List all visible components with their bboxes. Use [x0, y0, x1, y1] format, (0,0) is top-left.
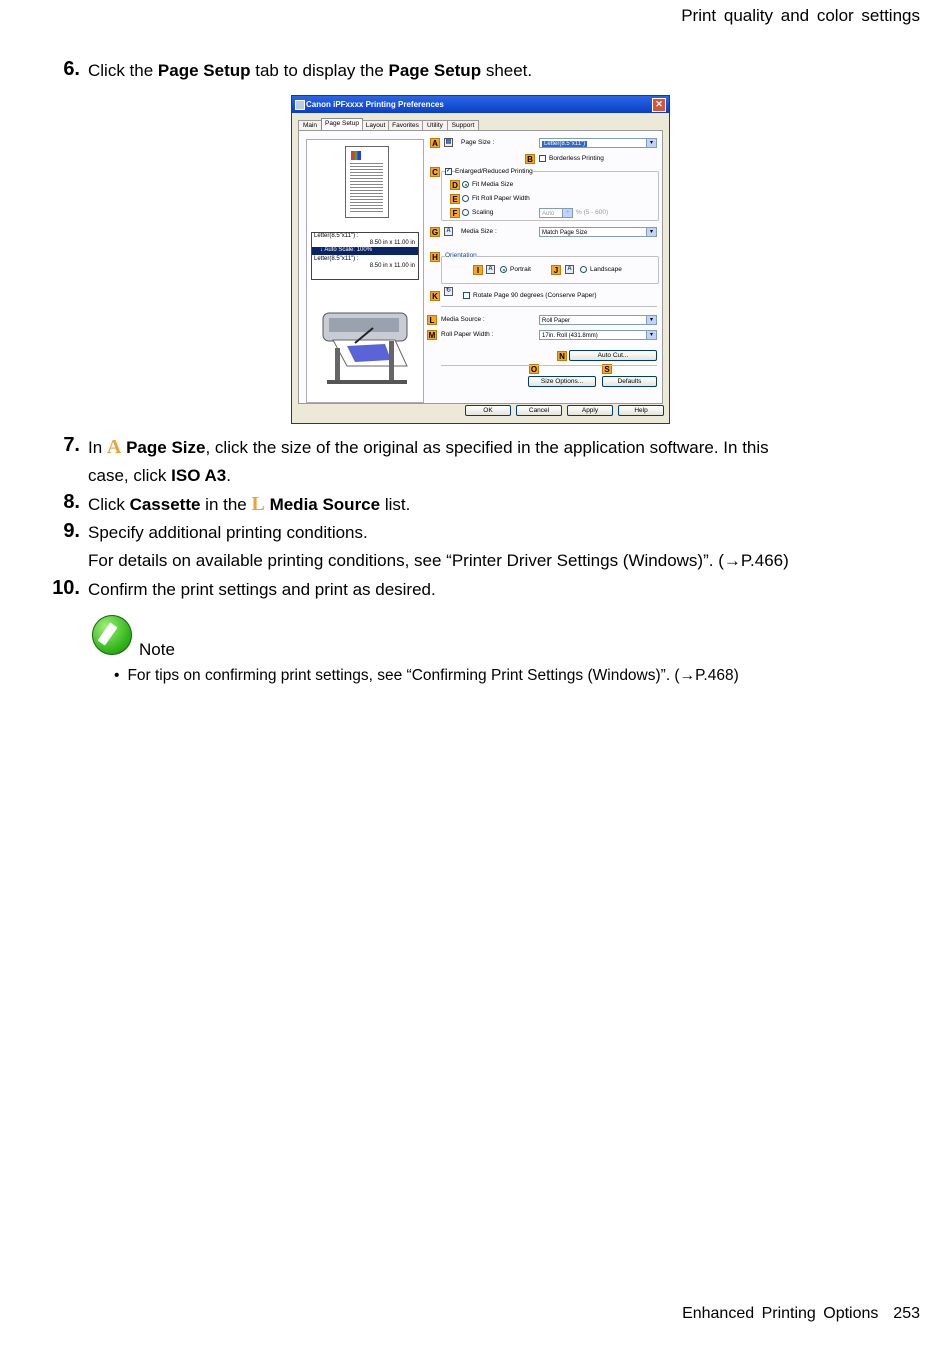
page-preview: [345, 146, 389, 218]
fit-media-radio[interactable]: [462, 181, 469, 188]
chevron-down-icon: ▾: [646, 139, 656, 147]
rotate-label: Rotate Page 90 degrees (Conserve Paper): [473, 292, 597, 299]
callout-badge: E: [450, 194, 460, 204]
callout-badge: C: [430, 167, 440, 177]
auto-cut-button[interactable]: Auto Cut...: [569, 350, 657, 361]
step-number: 10.: [52, 577, 80, 599]
scaling-input[interactable]: Auto ÷: [539, 208, 573, 218]
printer-icon: [295, 100, 305, 110]
callout-badge: M: [428, 331, 436, 340]
scaling-range: % (5 - 600): [576, 209, 609, 216]
dialog-title-bar: [292, 96, 669, 113]
portrait-label: Portrait: [510, 266, 531, 273]
borderless-label: Borderless Printing: [549, 155, 604, 162]
callout-badge: H: [430, 252, 440, 262]
step-number: 8.: [63, 491, 80, 513]
borderless-checkbox[interactable]: [539, 155, 546, 162]
orientation-label: Orientation: [445, 252, 477, 259]
portrait-icon: A: [486, 265, 495, 274]
cancel-button[interactable]: Cancel: [516, 405, 562, 416]
callout-badge: A: [430, 138, 440, 148]
rotate-checkbox[interactable]: [463, 292, 470, 299]
landscape-icon: A: [565, 265, 574, 274]
page-setup-panel: [298, 130, 663, 404]
apply-button[interactable]: Apply: [567, 405, 613, 416]
chevron-down-icon: ▾: [646, 228, 656, 236]
step-7: In A Page Size, click the size of the original as specified in the application software. In this case, click ISO A3.: [88, 436, 769, 485]
tab-utility[interactable]: Utility: [422, 120, 448, 131]
rotate-icon: ↻: [445, 288, 452, 294]
step-number: 7.: [63, 434, 80, 456]
tab-layout[interactable]: Layout: [362, 120, 389, 131]
roll-width-select[interactable]: 17in. Roll (431.8mm) ▾: [539, 330, 657, 340]
callout-badge: B: [525, 154, 535, 164]
preview-pane: [306, 139, 424, 403]
step-6: Click the Page Setup tab to display the Page Setup sheet.: [88, 61, 533, 80]
callout-badge: K: [430, 291, 440, 301]
divider: [441, 365, 657, 366]
callout-badge: F: [450, 208, 460, 218]
landscape-label: Landscape: [590, 266, 622, 273]
media-source-label: Media Source :: [441, 316, 485, 323]
page-size-icon: ▤: [445, 139, 452, 145]
callout-badge: G: [431, 228, 439, 237]
page-size-label: Page Size :: [461, 139, 495, 146]
note-pencil-icon: [92, 615, 132, 655]
chevron-down-icon: ▾: [646, 331, 656, 339]
step-8: Click Cassette in the L Media Source list.: [88, 493, 411, 515]
defaults-button[interactable]: Defaults: [602, 376, 657, 387]
scaling-radio[interactable]: [462, 209, 469, 216]
tab-favorites[interactable]: Favorites: [388, 120, 423, 131]
footer-section: Enhanced Printing Options: [682, 1305, 879, 1322]
size-info-box: [311, 232, 419, 280]
fit-media-label: Fit Media Size: [472, 181, 514, 188]
page-size-select[interactable]: Letter(8.5"x11") ▾: [539, 138, 657, 148]
callout-badge: J: [551, 265, 561, 275]
printer-illustration: [315, 288, 415, 398]
step-9: Specify additional printing conditions. For details on available printing conditions, see “Printer Driver Settings (Windows)”. (→P.466): [88, 523, 789, 570]
note-title: Note: [139, 640, 175, 659]
step-number: 9.: [63, 520, 80, 542]
callout-badge: O: [530, 365, 538, 374]
info-line: Letter(8.5"x11") :: [314, 233, 359, 239]
orientation-group: [441, 256, 659, 284]
fit-roll-radio[interactable]: [462, 195, 469, 202]
callout-badge: D: [450, 180, 460, 190]
tab-main[interactable]: Main: [298, 120, 322, 131]
dialog-title: Canon iPFxxxx Printing Preferences: [306, 100, 444, 109]
page-footer: [682, 1305, 920, 1323]
info-line: Letter(8.5"x11") :: [314, 256, 359, 262]
portrait-radio[interactable]: [500, 266, 507, 273]
printing-preferences-dialog: [291, 95, 670, 424]
size-options-button[interactable]: Size Options...: [528, 376, 596, 387]
media-size-label: Media Size :: [461, 228, 497, 235]
scale-highlight: ↓ Auto Scale: 100%: [312, 247, 418, 255]
landscape-radio[interactable]: [580, 266, 587, 273]
media-source-select[interactable]: Roll Paper ▾: [539, 315, 657, 325]
media-size-select[interactable]: Match Page Size ▾: [539, 227, 657, 237]
spin-icon: ÷: [562, 209, 572, 217]
media-size-icon: A: [444, 227, 453, 236]
divider: [441, 306, 657, 307]
enlarged-checkbox[interactable]: ✓: [446, 168, 452, 174]
callout-badge: L: [427, 315, 437, 325]
note-item: • For tips on confirming print settings, see “Confirming Print Settings (Windows)”. (→P.468): [114, 667, 739, 684]
step-number: 6.: [63, 58, 80, 80]
chevron-down-icon: ▾: [646, 316, 656, 324]
scaling-label: Scaling: [472, 209, 494, 216]
enlarged-label: Enlarged/Reduced Printing: [455, 168, 533, 175]
page-number: 253: [893, 1305, 920, 1322]
page-header: Print quality and color settings: [681, 6, 920, 25]
info-line: 8.50 in x 11.00 in: [369, 263, 415, 269]
ok-button[interactable]: OK: [465, 405, 511, 416]
callout-badge: N: [557, 351, 567, 361]
fit-roll-label: Fit Roll Paper Width: [472, 195, 530, 202]
help-button[interactable]: Help: [618, 405, 664, 416]
callout-badge: I: [473, 265, 483, 275]
info-line: 8.50 in x 11.00 in: [369, 240, 415, 246]
roll-width-label: Roll Paper Width :: [441, 331, 494, 338]
tab-support[interactable]: Support: [447, 120, 479, 131]
callout-badge: S: [602, 364, 612, 374]
step-10: Confirm the print settings and print as desired.: [88, 580, 436, 599]
close-icon[interactable]: ✕: [652, 98, 666, 112]
tab-page-setup[interactable]: Page Setup: [321, 118, 363, 131]
